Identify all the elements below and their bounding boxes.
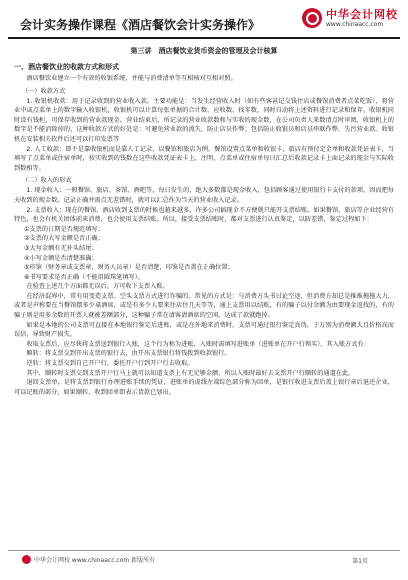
footer-site bbox=[22, 555, 155, 564]
check-item: ④小写金额是否清楚准确； bbox=[24, 254, 98, 262]
page-header bbox=[8, 6, 400, 36]
logo-url: www.chinaacc.com bbox=[326, 20, 384, 28]
lecture-title: 第三讲 酒店餐饮业货币资金的管理及会计核算 bbox=[130, 47, 278, 55]
check-item: ①支票的日期是否规范填写； bbox=[24, 225, 104, 233]
course-title: 会计实务操作课程《酒店餐饮会计实务操作》 bbox=[20, 18, 261, 32]
section-heading: 一、酒店餐饮业的收款方式和形式 bbox=[14, 63, 119, 71]
check-item: ②支票的大写金额是否正确； bbox=[24, 235, 104, 243]
subheading-income-forms: （二）收入的形式 bbox=[22, 177, 72, 185]
logo-icon bbox=[302, 8, 322, 28]
paragraph-deposit: 收取支票后，应尽快将支票送到银行入账，这个行为称为进账，入账时需填写进账单（进账单在开户行领买）。其入账方式有： bbox=[26, 340, 370, 348]
site-logo[interactable] bbox=[302, 8, 398, 28]
check-item: ⑥书写要求是否正确（不能用圆珠笔填写）。 bbox=[24, 273, 145, 281]
paragraph-cash-register: 1. 收银机收款：用于记录收到的营业收入款。主要功能是：当发生经营收入时（如有些客甚记交钱住店或餐馆消费者点菜吃饭），将营业中或点菜单上的数字输入收银机，收银机可以计算每张单据的合计数、应收数、找零数，同时自动将上述资料进行记录和保存。收银机同时设有钱柜，可保存收到的营业款现金。营业结束后，所记录的营业收款数和与实收的现金数，在公司负责人来数清点时审阅，收银机上的数字是不能消除掉的，这种收款方式的好处是：可避免营业款的流失，防止店员作弊；包括防止收银员和店员串联作弊，失污营业款。收银机在安装相关软件后还可以打印发票等 bbox=[14, 97, 394, 143]
paragraph-after-check: 在检查上述几个方面都无误后，方可收下支票入账。 bbox=[26, 283, 169, 291]
footer-logo-icon bbox=[22, 555, 31, 564]
paragraph-reverse: 逆转：将支票交到自己开户行，委托开户行到开户行去收取。 bbox=[26, 360, 194, 368]
subheading-collection-methods: （一）收款方式 bbox=[22, 87, 66, 95]
footer-divider bbox=[8, 550, 400, 551]
check-item: ③大写金额有无补头结尾； bbox=[24, 244, 98, 252]
paragraph-deposit-slip: 退回支票单，是将支票到银行办理进账手续的凭证，进账单的虚线左端综色部分称为回单，是银行收进支票后盖上银行章后退还企业，可以记账的部分，如果顺转，收到回单即表示货款已划出。 bbox=[14, 379, 394, 396]
paragraph-check-income: 2. 支票收入：现在的餐馆、酒店收到支票的时候也越来越多，许多公司搞现金不方便就只能开支票结账。如果餐馆、旅店等企业经营有特色，也会有机关团体前来消费，也会使用支票结账。所以，接受支票结账时，都对支票进行认真鉴定，以防差错，鉴定过程如下： bbox=[14, 206, 394, 224]
page-number: 第1页 bbox=[352, 558, 368, 565]
paragraph-forward: 顺转：将支票交到开出支票的银行去，由开出支票银行将钱拨到收款银行。 bbox=[26, 350, 231, 358]
footer-site-text: 中华会计网校 www.chinaacc.com 新版所有 bbox=[34, 557, 156, 564]
paragraph-verify: 如果是本地的公司支票可直接在本地银行鉴定后进账，或是在外地来消费时，支票可通过银行鉴定真伪，于万别为消费额大且价格高而误信，导致财产损失。 bbox=[14, 321, 394, 339]
paragraph-note: 其中，顺转时支票交到支票开户行马上就可以知道支票上有无足够金额，所以入账时最好去支票开户行顺转的通道在此。 bbox=[26, 369, 355, 377]
header-divider bbox=[8, 37, 400, 39]
document-body bbox=[14, 46, 394, 397]
paragraph-fraud: 在经济混界中，常有用变造支票、空头支票方式进行诈骗的。常见的方式是：与消费方头书讨论空途，但消费方却总是推推拖拖大力，或者是声称要在当餐馆摆多少桌酒席，或是有多少人要来住店住几天等等，通上支票用以结账，有的骗子以付余额为由要现金返找的，有的骗子则是用多余数的开票人就被差额部分，这种骗子常在请客请酒席的空闲，达成了款就跑掉。 bbox=[14, 292, 394, 320]
logo-name: 中华会计网校 bbox=[326, 7, 398, 21]
intro-paragraph: 酒店餐饮业建立一个有效的收银系统，并能与消费清单等互相核对互相对照。 bbox=[26, 75, 237, 82]
paragraph-manual-collection: 2. 人工收款：即不是靠收银机而是靠人工记录，以餐馆和旅店为例，餐馆设置点菜单和收银卡，旅店有预付定金单和收款凭证表卡，当填写了点菜单或住宿单时，按实收到的钱数在这些收款凭证表卡上，注明、点菜单或住宿单每日汇总后收款记录卡上面记录的现金与实际收到数相等。 bbox=[14, 145, 394, 172]
paragraph-cash-income: 1. 现金收入：一般餐馆、旅店、茶馆、酒吧等，每日发生的，绝大多数都是现金收入，包括顾客通过使用银行卡支付的款项。因而把每天收到的现金数，记录正确并需点无差错时，就可以汇总作为当天的营业收入记录。 bbox=[14, 187, 394, 204]
check-item: ⑤印鉴（财务章或支票章、财务人员章）是否清楚，印鉴是否盖在正确位置； bbox=[24, 264, 234, 272]
